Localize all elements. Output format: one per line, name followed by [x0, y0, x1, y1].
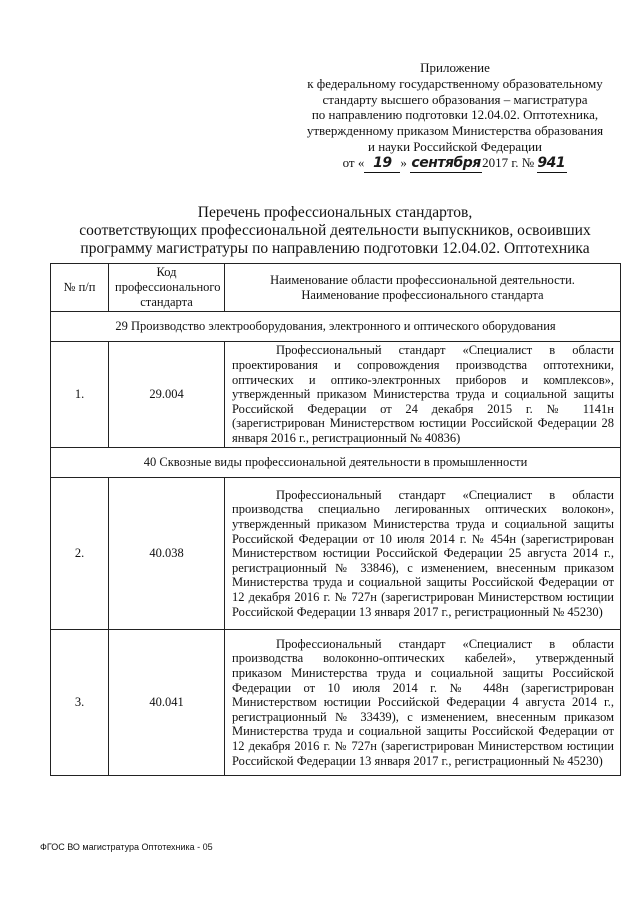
- table-header-row: [51, 264, 621, 312]
- appendix-line: Приложение: [420, 60, 490, 75]
- order-reference: [300, 155, 610, 173]
- page-footer: ФГОС ВО магистратура Оптотехника - 05: [40, 842, 213, 852]
- header-num: № п/п: [51, 264, 109, 312]
- row-description: [225, 630, 621, 776]
- table-row: [51, 630, 621, 776]
- row-description: [225, 342, 621, 448]
- title-line: Перечень профессиональных стандартов,: [197, 204, 473, 221]
- row-code: 40.041: [109, 630, 225, 776]
- order-mid: »: [400, 154, 407, 170]
- appendix-line: к федеральному государственному образовательному: [307, 75, 603, 91]
- row-description-text: Профессиональный стандарт «Специалист в области проектирования и сопровождения производства оптотехники, оптических и оптико-электронных приборов и комплексов», утвержденный приказом Министерства труда и социальной защиты Российской Федерации от 24 декабря 2015 г. № 1141н (зарегистрирован Министерством юстиции Российской Федерации 28 января 2016 г., регистрационный № 40836): [232, 343, 614, 445]
- order-month-handwritten: сентября: [411, 154, 481, 171]
- row-code: 40.038: [109, 478, 225, 630]
- header-code: Код профессионального стандарта: [109, 264, 225, 312]
- appendix-line: и науки Российской Федерации: [367, 138, 542, 154]
- order-prefix: от «: [342, 154, 365, 170]
- standards-table: [50, 263, 621, 776]
- appendix-block: [300, 60, 610, 173]
- row-code: 29.004: [109, 342, 225, 448]
- title-line: программу магистратуры по направлению подготовки 12.04.02. Оптотехника: [80, 240, 590, 257]
- order-number-handwritten: 941: [537, 156, 567, 173]
- table-row: [51, 342, 621, 448]
- row-description: [225, 478, 621, 630]
- row-number: 1.: [51, 342, 109, 448]
- appendix-line: утвержденному приказом Министерства образования: [306, 123, 604, 139]
- row-number: 2.: [51, 478, 109, 630]
- table-row: [51, 478, 621, 630]
- section-row: [51, 312, 621, 342]
- section-title: 29 Производство электрооборудования, электронного и оптического оборудования: [51, 312, 621, 342]
- header-name: [225, 264, 621, 312]
- header-name-line1: Наименование области профессиональной деятельности.: [270, 272, 575, 287]
- order-day-handwritten: 19: [364, 156, 400, 173]
- section-row: [51, 448, 621, 478]
- appendix-line: стандарту высшего образования – магистратура: [322, 91, 588, 107]
- title-line: соответствующих профессиональной деятельности выпускников, освоивших: [79, 222, 591, 239]
- header-name-line2: Наименование профессионального стандарта: [301, 287, 544, 302]
- row-description-text: Профессиональный стандарт «Специалист в области производства специально легированных оптических волокон», утвержденный приказом Министерства труда и социальной защиты Российской Федерации от 10 июля 2014 г. № 454н (зарегистрирован Министерством юстиции Российской Федерации 25 августа 2014 г., регистрационный № 33846), с изменением, внесенным приказом Министерства труда и социальной защиты Российской Федерации от 12 декабря 2016 г. № 727н (зарегистрирован Министерством юстиции Российской Федерации 13 января 2017 г., регистрационный № 45230): [232, 487, 614, 619]
- row-description-text: Профессиональный стандарт «Специалист в области производства волоконно-оптических кабелей», утвержденный приказом Министерства труда и социальной защиты Российской Федерации от 10 июля 2014 г. № 448н (зарегистрирован Министерством юстиции Российской Федерации 4 августа 2014 г., регистрационный № 33439), с изменением, внесенным приказом Министерства труда и социальной защиты Российской Федерации от 12 декабря 2016 г. № 727н (зарегистрирован Министерством юстиции Российской Федерации 13 января 2017 г., регистрационный № 45230): [232, 636, 614, 768]
- order-year: 2017 г. №: [482, 154, 535, 170]
- document-title: [40, 204, 630, 258]
- appendix-line: по направлению подготовки 12.04.02. Оптотехника,: [311, 107, 599, 123]
- section-title: 40 Сквозные виды профессиональной деятельности в промышленности: [51, 448, 621, 478]
- row-number: 3.: [51, 630, 109, 776]
